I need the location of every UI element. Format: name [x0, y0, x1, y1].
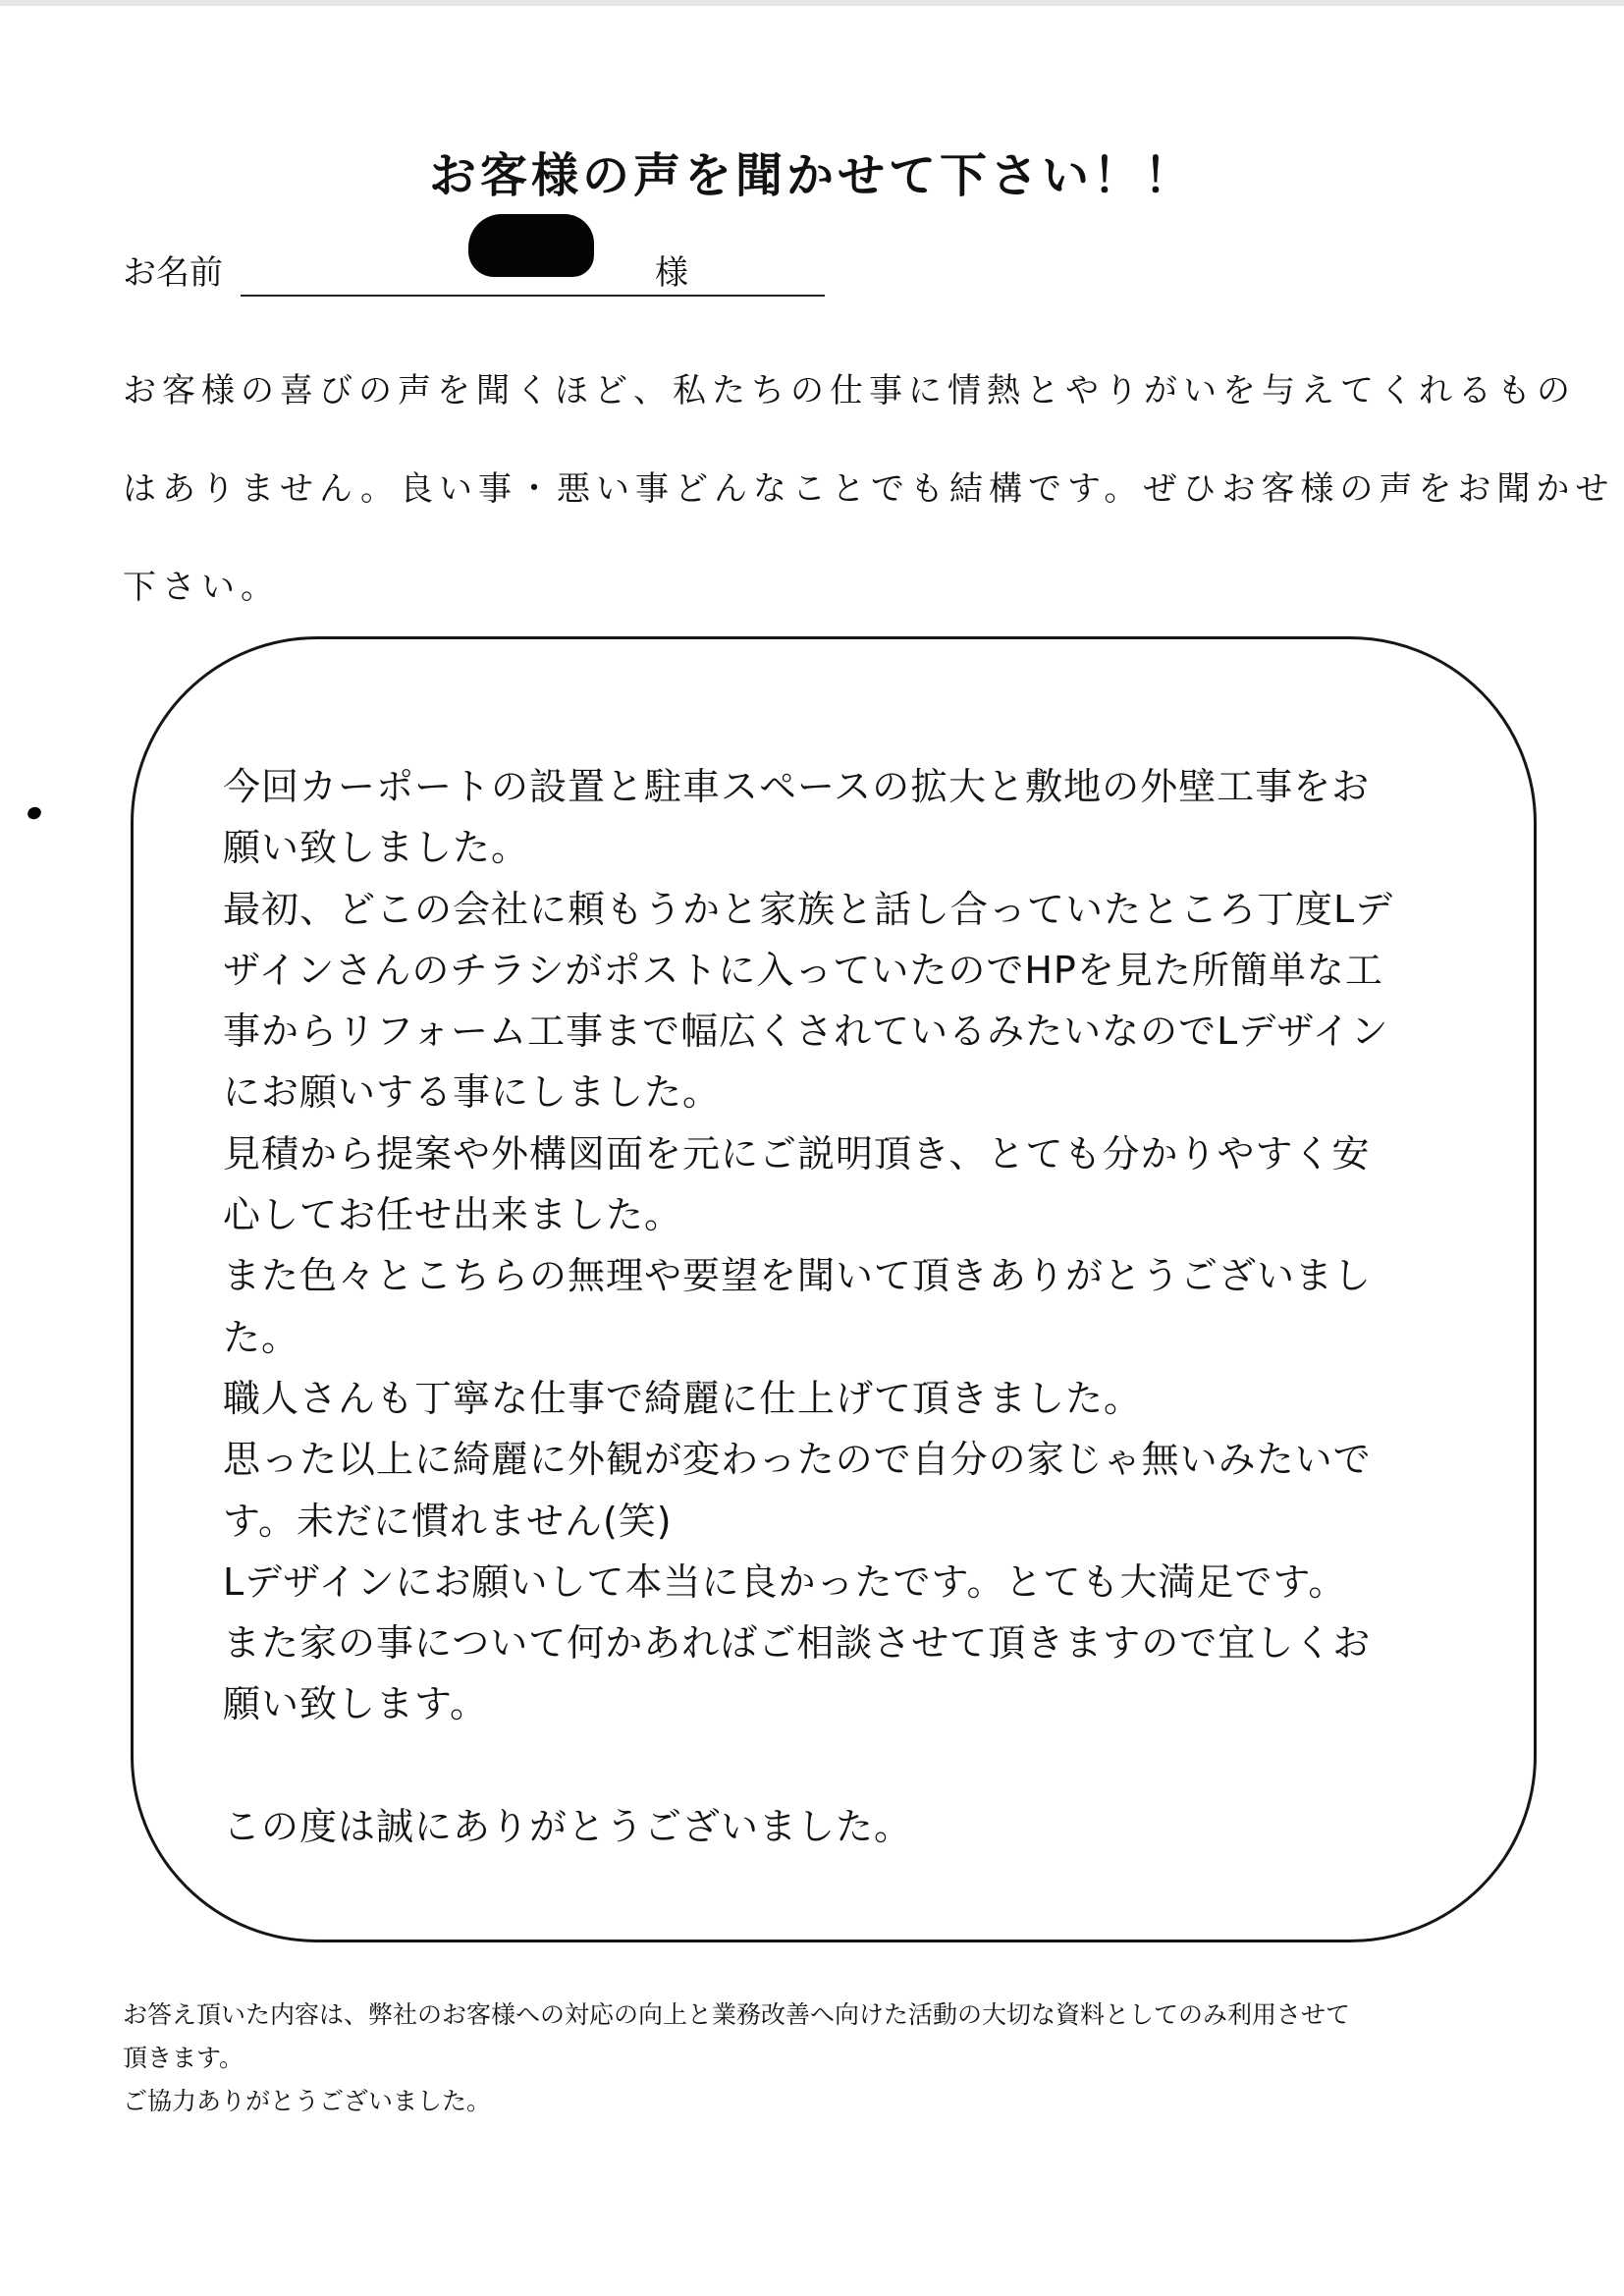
intro-line: はありません。良い事・悪い事どんなことでも結構です。ぜひお客様の声をお聞かせ	[123, 469, 1615, 509]
name-underline	[241, 295, 825, 297]
comment-line: ザインさんのチラシがポストに入っていたのでHPを見た所簡単な工	[223, 948, 1383, 992]
comment-spacer	[223, 1735, 1499, 1796]
intro-line: お客様の喜びの声を聞くほど、私たちの仕事に情熱とやりがいを与えてくれるもの	[123, 371, 1576, 410]
footer-line: 頂きます。	[123, 2044, 244, 2072]
comment-line: 心してお任せ出来ました。	[223, 1193, 683, 1237]
comment-line: 今回カーポートの設置と駐車スペースの拡大と敷地の外壁工事をお	[223, 765, 1371, 808]
comment-line: にお願いする事にしました。	[223, 1070, 722, 1115]
comment-closing: この度は誠にありがとうございました。	[223, 1805, 913, 1849]
comment-line: 願い致しました。	[223, 826, 530, 870]
page-title: お客様の声を聞かせて下さい！！	[428, 148, 1195, 203]
comment-line: す。未だに慣れません(笑)	[223, 1499, 673, 1543]
comment-line: 事からリフォーム工事まで幅広くされているみたいなのでLデザイン	[223, 1010, 1389, 1054]
comment-line: た。	[223, 1315, 300, 1359]
intro-line: 下さい。	[123, 568, 280, 607]
name-redaction	[468, 214, 594, 277]
name-suffix: 様	[655, 253, 688, 293]
comment-line: Lデザインにお願いして本当に良かったです。とても大満足です。	[223, 1559, 1347, 1604]
intro-text	[123, 342, 1615, 636]
comment-line: 最初、どこの会社に頼もうかと家族と話し合っていたところ丁度Lデ	[223, 887, 1394, 931]
footer-note	[123, 1994, 1556, 2123]
comment-line: また色々とこちらの無理や要望を聞いて頂きありがとうございまし	[223, 1254, 1373, 1298]
ink-mark	[26, 805, 43, 822]
comment-line: 職人さんも丁寧な仕事で綺麗に仕上げて頂きました。	[223, 1376, 1143, 1420]
name-label: お名前	[123, 253, 223, 293]
scan-edge	[0, 0, 1624, 6]
comment-line: 思った以上に綺麗に外観が変わったので自分の家じゃ無いみたいで	[223, 1438, 1372, 1482]
comment-line: また家の事について何かあればご相談させて頂きますので宜しくお	[223, 1621, 1372, 1666]
comment-line: 願い致します。	[223, 1682, 488, 1726]
customer-comment	[223, 756, 1499, 1857]
name-field	[123, 246, 712, 304]
footer-line: ご協力ありがとうございました。	[123, 2087, 492, 2115]
footer-line: お答え頂いた内容は、弊社のお客様への対応の向上と業務改善へ向けた活動の大切な資料としてのみ利用させて	[123, 2000, 1351, 2029]
comment-line: 見積から提案や外構図面を元にご説明頂き、とても分かりやすく安	[223, 1131, 1371, 1175]
